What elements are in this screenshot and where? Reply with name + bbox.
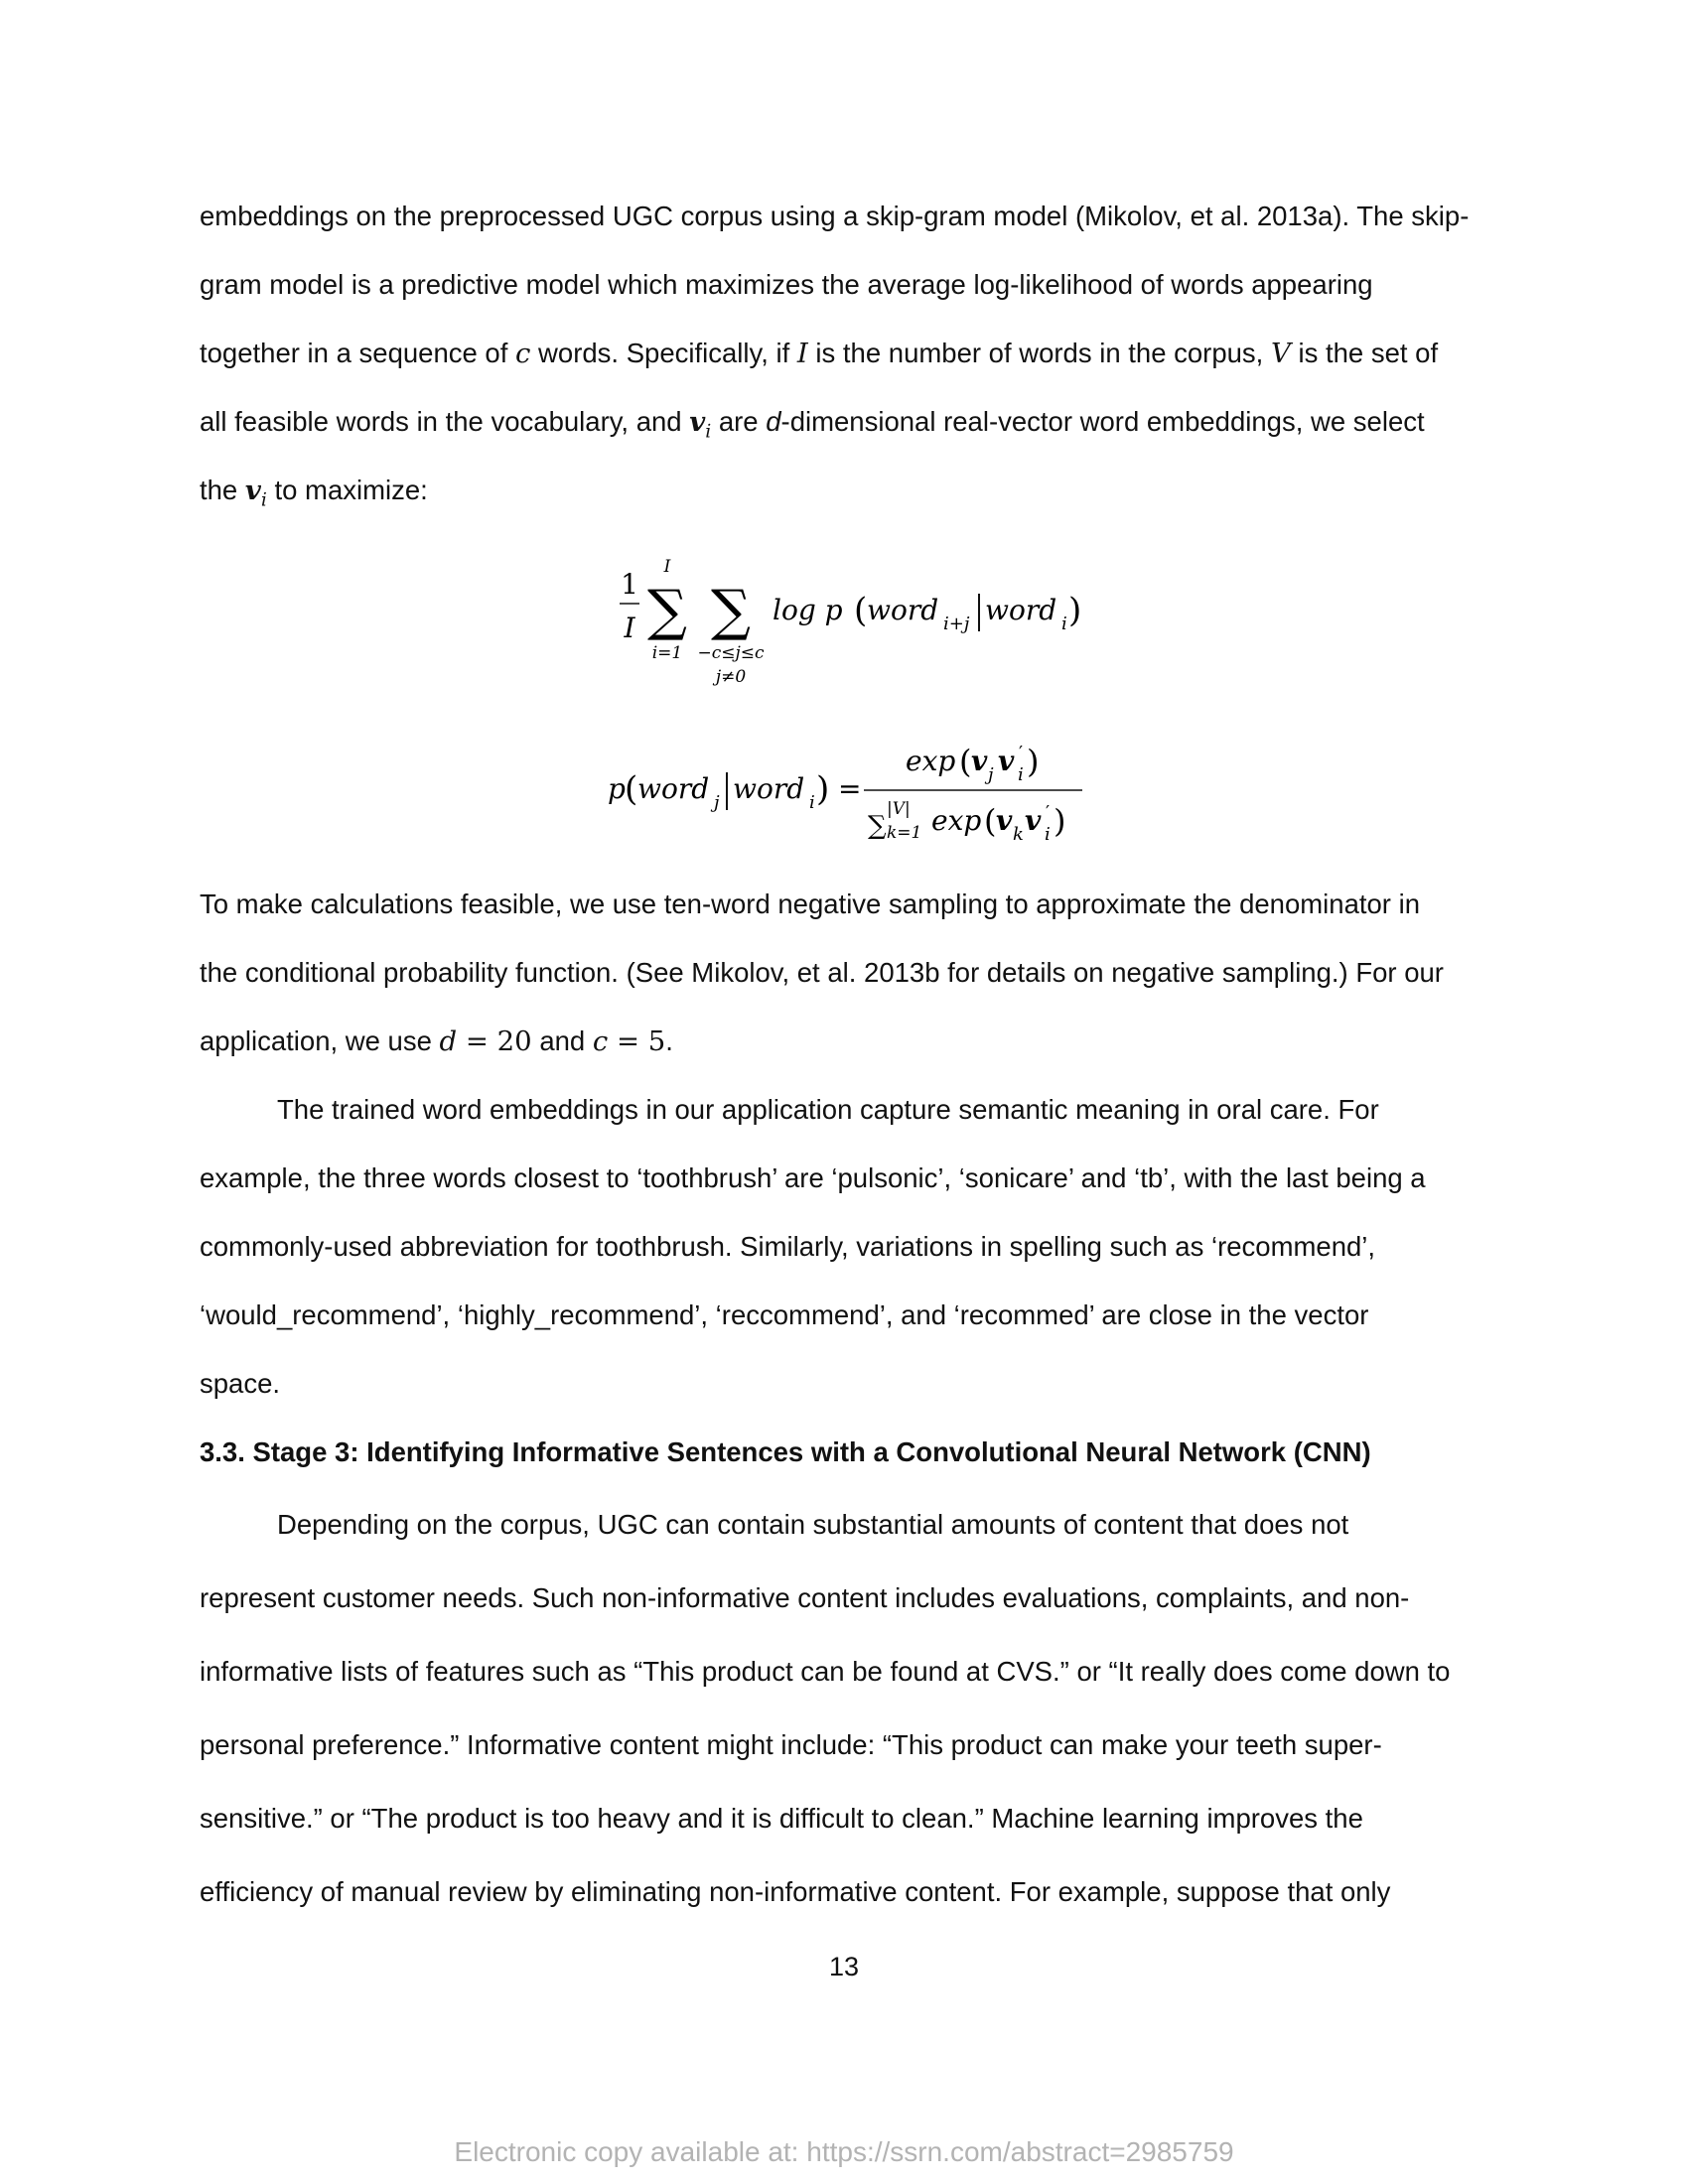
text-line: application, we use d = 20 and c = 5. — [200, 1025, 673, 1057]
eq2-num-exp: exp — [906, 745, 956, 777]
svg-text:(: ( — [854, 591, 868, 630]
svg-text:(: ( — [984, 802, 997, 840]
eq1-subscript: i — [1061, 614, 1067, 634]
eq2-den-sub: i — [1045, 824, 1051, 840]
text-line: Depending on the corpus, UGC can contain substantial amounts of content that does not — [277, 1509, 1349, 1540]
eq2-word: word — [637, 772, 710, 805]
text-line: example, the three words closest to ‘toothbrush’ are ‘pulsonic’, ‘sonicare’ and ‘tb’, with the last being a — [200, 1162, 1426, 1193]
text-line: gram model is a predictive model which maximizes the average log-likelihood of words appearing — [200, 269, 1373, 300]
eq1-log-p: log p — [773, 594, 843, 626]
eq2-num-v: v — [998, 745, 1015, 777]
eq1-subscript: i+j — [943, 614, 970, 634]
sum-symbol: ∑ — [868, 811, 887, 840]
eq2-p: p — [608, 772, 626, 805]
eq2-num-sub: i — [1018, 764, 1024, 785]
ssrn-footer: Electronic copy available at: https://ssrn.com/abstract=2985759 — [454, 2136, 1234, 2167]
eq2-word: word — [733, 772, 805, 805]
text-line: commonly-used abbreviation for toothbrush. Similarly, variations in spelling such as ‘recommend’, — [200, 1231, 1376, 1262]
text-line: the $v_i$ to maximize: — [200, 475, 428, 511]
sum-symbol: ∑ — [647, 579, 687, 643]
text-line: sensitive.” or “The product is too heavy and it is difficult to clean.” Machine learning improves the — [200, 1803, 1363, 1834]
eq2-den-sub: k — [1013, 824, 1024, 840]
svg-text:): ) — [816, 769, 830, 809]
text-line: embeddings on the preprocessed UGC corpus using a skip-gram model (Mikolov, et al. 2013a). The skip- — [200, 201, 1470, 231]
eq1-sum2-bottom-2: j≠0 — [715, 667, 747, 687]
text-line: the conditional probability function. (See Mikolov, et al. 2013b for details on negative sampling.) For our — [200, 957, 1444, 988]
svg-text:): ) — [1027, 743, 1040, 780]
eq1-word: word — [985, 594, 1057, 626]
text-line: all feasible words in the vocabulary, and $v_i$ are d-dimensional real-vector word embeddings, we select — [200, 406, 1425, 443]
eq2-num-prime: ′ — [1019, 743, 1024, 763]
eq1-sum-top: I — [663, 557, 671, 577]
eq2-den-v: v — [1025, 804, 1042, 837]
text-line: ‘would_recommend’, ‘highly_recommend’, ‘reccommend’, and ‘recommed’ are close in the vector — [200, 1299, 1369, 1330]
text-line: efficiency of manual review by eliminating non-informative content. For example, suppose that only — [200, 1876, 1391, 1907]
eq2-num-sub: j — [988, 764, 994, 785]
eq2-num-v: v — [971, 745, 988, 777]
eq2-den-v: v — [996, 804, 1013, 837]
eq2-den-exp: exp — [931, 804, 982, 837]
eq2-equals: = — [838, 772, 862, 805]
text-line: together in a sequence of c words. Specifically, if I is the number of words in the corpus, V is the set of — [200, 338, 1439, 369]
text-line: informative lists of features such as “This product can be found at CVS.” or “It really does come down to — [200, 1656, 1451, 1687]
eq1-sum2-bottom: −c≤j≤c — [697, 643, 765, 663]
svg-text:(: ( — [625, 769, 638, 809]
text-line: The trained word embeddings in our application capture semantic meaning in oral care. For — [277, 1094, 1379, 1125]
eq2-subscript: i — [809, 792, 815, 813]
sum-symbol: ∑ — [711, 579, 751, 643]
text-line: represent customer needs. Such non-informative content includes evaluations, complaints, and non- — [200, 1582, 1410, 1613]
eq2-den-lower: k=1 — [887, 823, 922, 840]
page-number: 13 — [828, 1952, 860, 1981]
eq1-fraction-denominator: I — [624, 612, 635, 644]
eq2-subscript: j — [714, 792, 720, 813]
eq2-den-upper: |V| — [887, 799, 911, 819]
eq2-den-prime: ′ — [1046, 802, 1051, 823]
eq1-word: word — [867, 594, 939, 626]
svg-text:): ) — [1054, 802, 1066, 840]
text-line: To make calculations feasible, we use ten-word negative sampling to approximate the denominator in — [200, 888, 1421, 919]
section-heading: 3.3. Stage 3: Identifying Informative Sentences with a Convolutional Neural Network (CNN) — [200, 1436, 1371, 1467]
equation-objective — [606, 552, 1082, 691]
eq1-fraction-numerator: 1 — [621, 568, 638, 601]
text-line: personal preference.” Informative content might include: “This product can make your teeth super- — [200, 1729, 1382, 1760]
svg-text:(: ( — [959, 743, 972, 780]
eq1-sum-bottom: i=1 — [651, 643, 683, 663]
svg-text:): ) — [1068, 591, 1082, 630]
text-line: space. — [200, 1368, 281, 1399]
equation-softmax — [608, 741, 1094, 840]
